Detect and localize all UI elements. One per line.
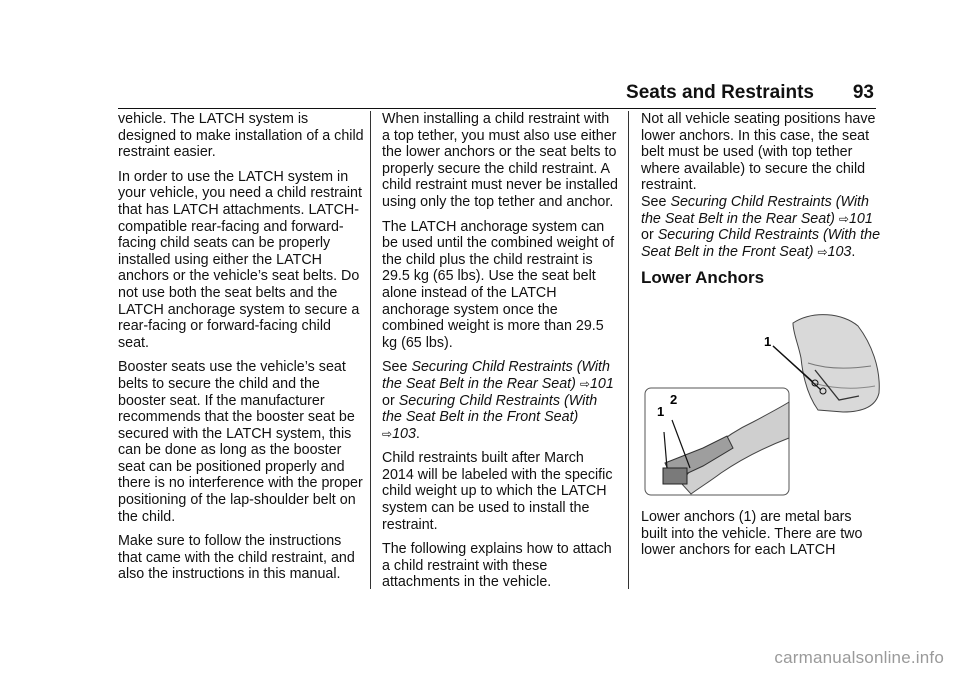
paragraph: In order to use the LATCH system in your vehicle, you need a child restraint that has LATCH attachments. LATCH-compatible rear-facing and forward-facing child seats can be properly installed using either the LATCH anchors or the vehicle’s seat belts. Do not use both the seat belts and the LATCH anchorage system to secure a rear-facing or forward-facing child seat.: [118, 168, 362, 351]
page-ref-icon: ⇨: [579, 376, 590, 391]
section-title: Seats and Restraints: [626, 82, 814, 103]
page-ref[interactable]: 101: [589, 375, 614, 392]
section-heading: Lower Anchors: [641, 268, 765, 288]
see-prefix: See: [641, 193, 667, 210]
cross-reference-link[interactable]: Securing Child Restraints (With the Seat Belt in the Front Seat): [641, 227, 881, 260]
cross-reference-paragraph: See Securing Child Restraints (With the Seat Belt in the Rear Seat) ⇨101 or Securing Child Restraints (With the Seat Belt in the Front Seat) ⇨103.: [641, 193, 881, 260]
child-seat-illustration: [793, 315, 879, 412]
inset-box: [645, 388, 789, 495]
cross-reference-paragraph: See Securing Child Restraints (With the Seat Belt in the Rear Seat) ⇨101 or Securing Child Restraints (With the Seat Belt in the Front Seat) ⇨103.: [382, 359, 614, 442]
cross-reference-link[interactable]: Securing Child Restraints (With the Seat Belt in the Rear Seat): [641, 193, 869, 227]
paragraph: Child restraints built after March 2014 will be labeled with the specific child weight up to which the LATCH system can be used to install the restraint.: [382, 450, 613, 533]
paragraph: Lower anchors (1) are metal bars built into the vehicle. There are two lower anchors for each LATCH: [641, 509, 863, 559]
paragraph: vehicle. The LATCH system is designed to make installation of a child restraint easier.: [118, 111, 364, 161]
page-ref-icon: ⇨: [817, 244, 828, 259]
paragraph: Make sure to follow the instructions that came with the child restraint, and also the instructions in this manual.: [118, 533, 355, 583]
cross-reference-link[interactable]: Securing Child Restraints (With the Seat Belt in the Front Seat): [382, 392, 598, 426]
page-ref-icon: ⇨: [382, 426, 393, 441]
cross-reference-link[interactable]: Securing Child Restraints (With the Seat Belt in the Rear Seat): [382, 359, 610, 392]
text-column-2: [382, 111, 618, 599]
page-ref[interactable]: 101: [848, 210, 873, 227]
text-column-3-continued: [641, 509, 881, 559]
paragraph: Not all vehicle seating positions have lower anchors. In this case, the seat belt must be used (with top tether where available) to secure the child restraint.: [641, 111, 876, 194]
text-column-3: [641, 111, 881, 293]
column-divider: [370, 111, 371, 589]
paragraph: The LATCH anchorage system can be used until the combined weight of the child plus the child restraint is 29.5 kg (65 lbs). Use the seat belt alone instead of the LATCH anchorage system once the combined weight is more than 29.5 kg (65 lbs).: [382, 218, 615, 351]
page-ref[interactable]: 103: [392, 425, 416, 442]
callout-label-2: 2: [670, 392, 678, 407]
or-word: or: [641, 227, 654, 244]
page-header: [118, 80, 876, 109]
paragraph: When installing a child restraint with a top tether, you must also use either the lower anchors or the seat belts to properly secure the child restraint. A child restraint must never be installed using only the top tether and anchor.: [382, 111, 619, 210]
callout-label-1: 1: [764, 334, 772, 349]
page-ref-icon: ⇨: [838, 211, 849, 226]
see-prefix: See: [382, 359, 408, 376]
page-number: 93: [852, 82, 874, 103]
watermark: carmanualsonline.info: [774, 648, 944, 667]
paragraph: The following explains how to attach a child restraint with these attachments in the vehicle.: [382, 541, 612, 591]
or-word: or: [382, 392, 395, 409]
column-divider: [628, 111, 629, 589]
text-column-1: [118, 111, 364, 591]
page-ref[interactable]: 103: [827, 243, 852, 260]
paragraph: Booster seats use the vehicle’s seat belts to secure the child and the booster seat. If the manufacturer recommends that the booster seat be secured with the LATCH system, this can be done as long as the booster seat can be positioned properly and there is no interference with the proper positioning of the lap-shoulder belt on the child.: [118, 359, 363, 525]
lower-anchors-figure: [643, 308, 883, 498]
inset-label-1: 1: [657, 404, 665, 419]
